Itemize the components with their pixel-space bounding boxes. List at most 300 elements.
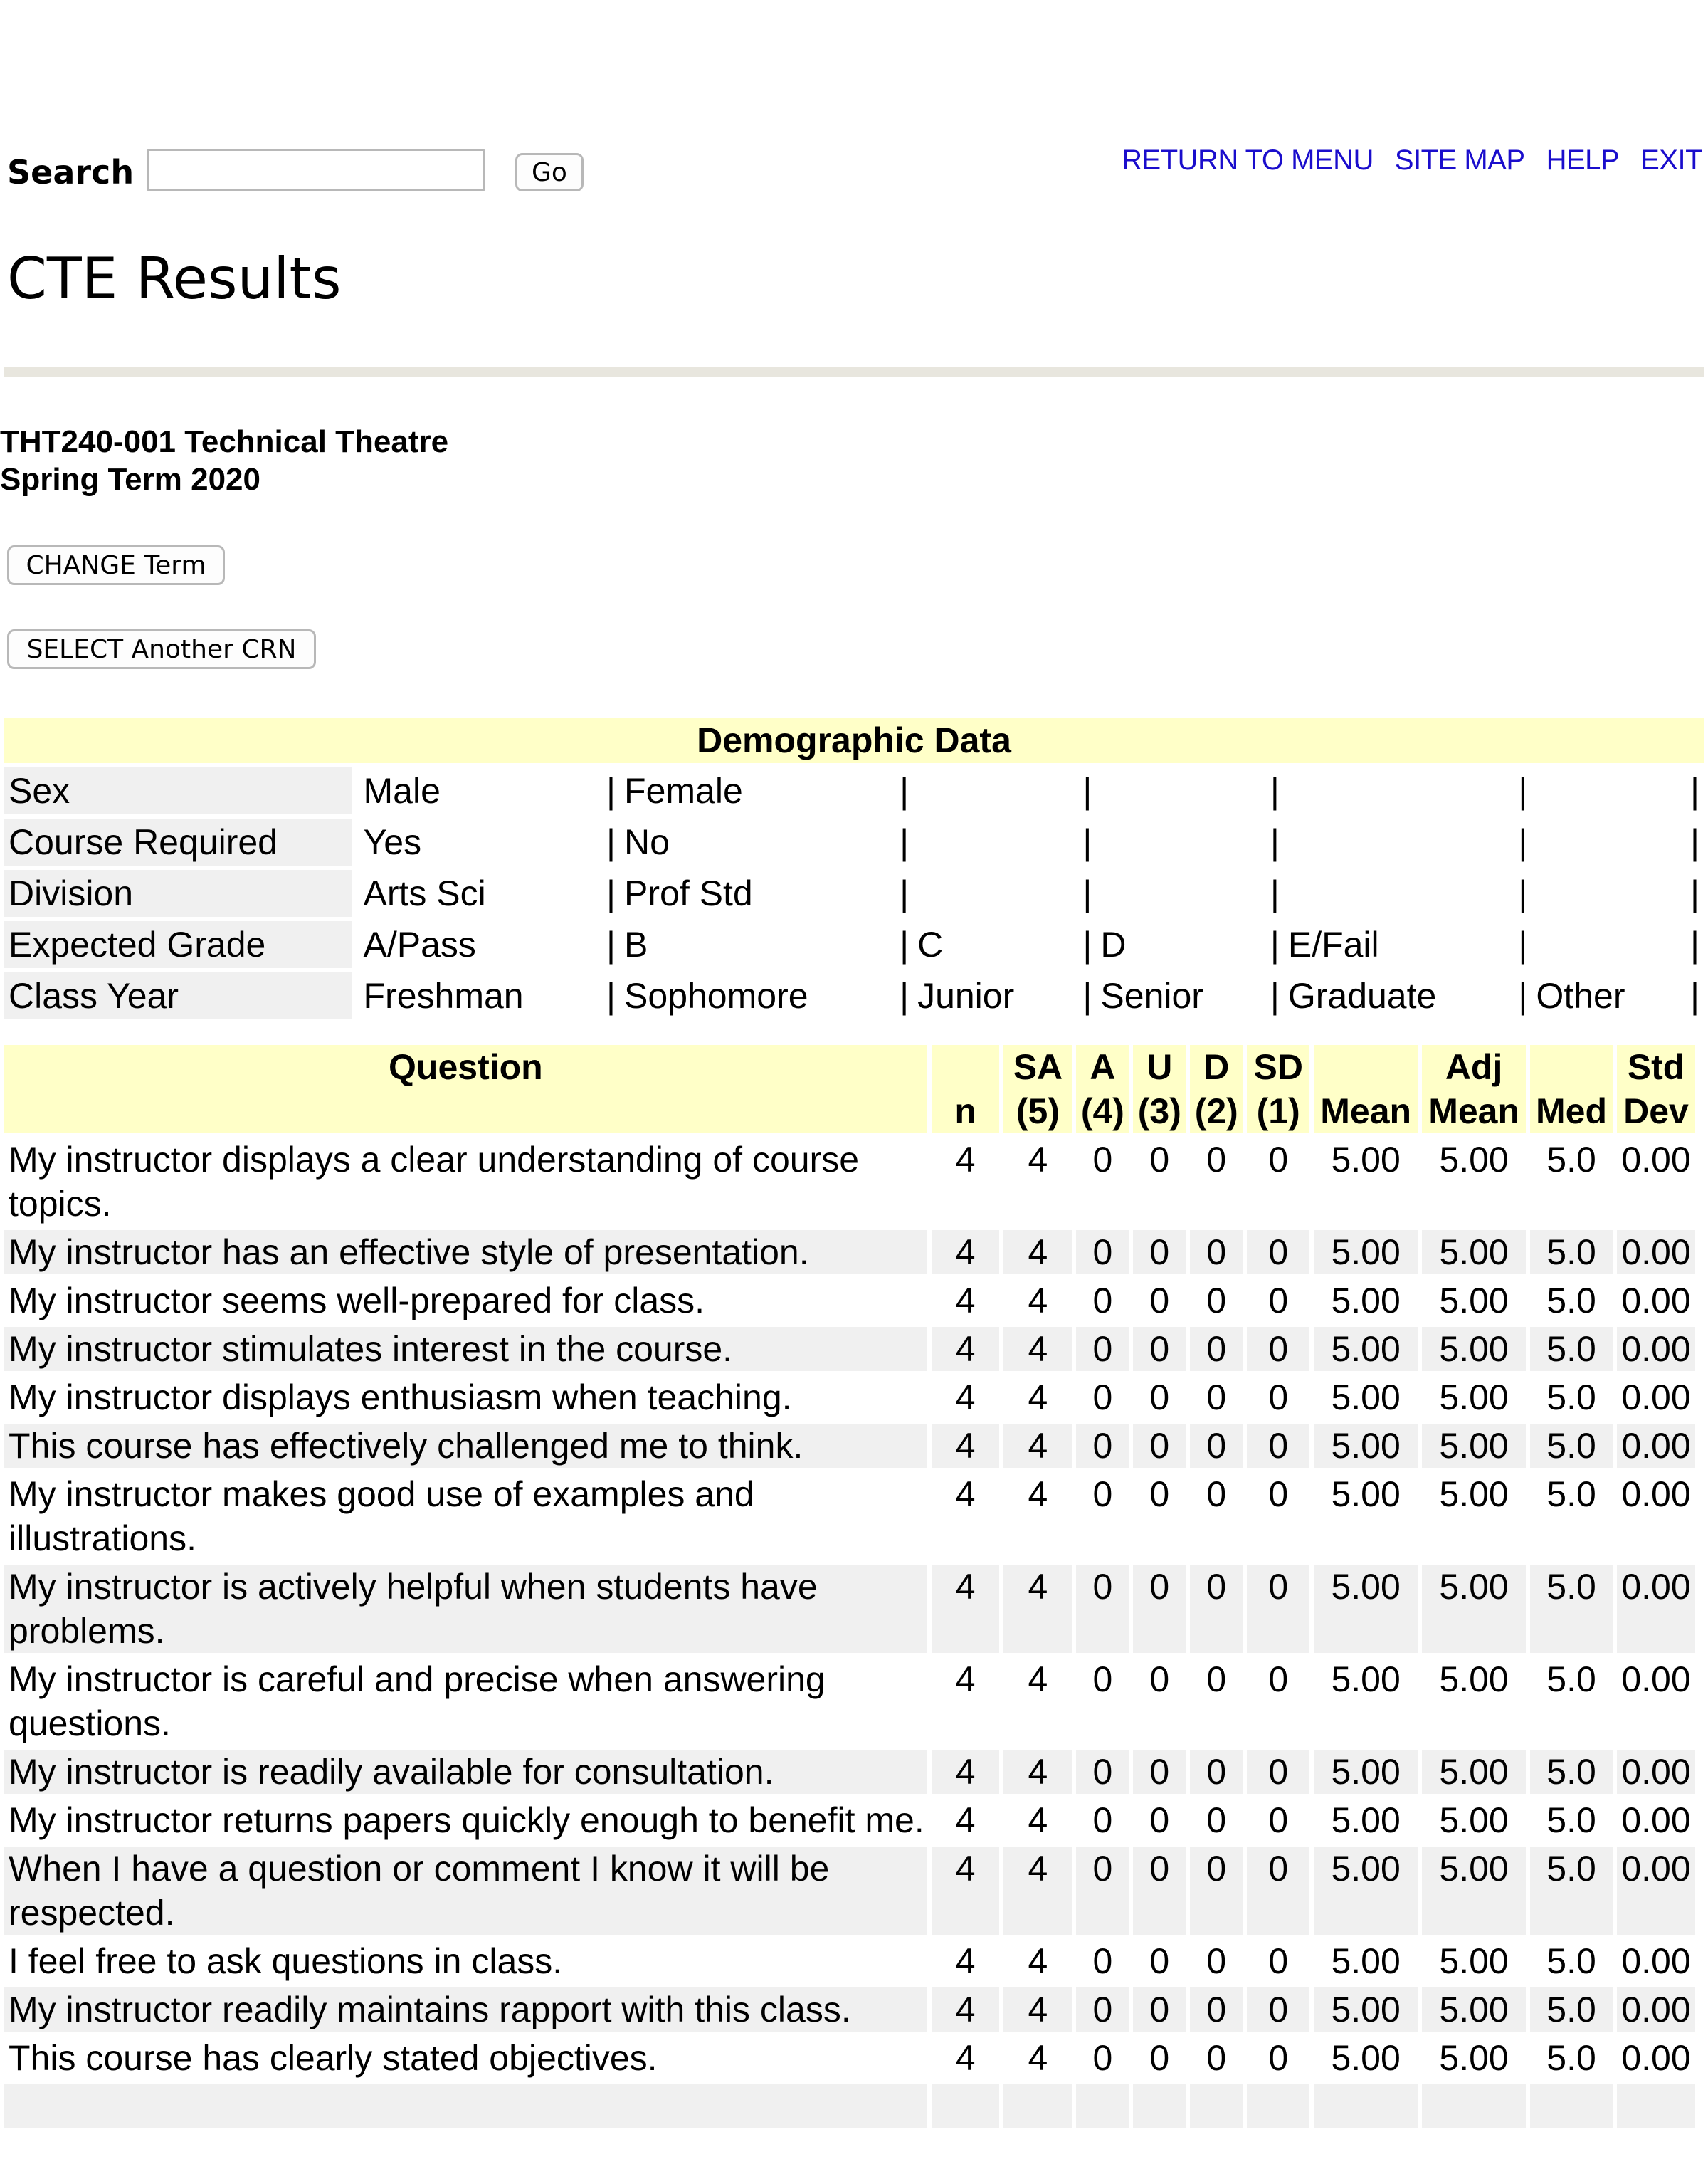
- column-header-line1: Adj: [1445, 1047, 1503, 1087]
- column-header-line2: (2): [1194, 1091, 1238, 1131]
- table-cell: 4: [1003, 1230, 1072, 1274]
- demographic-cell: [1532, 870, 1704, 917]
- table-cell: 5.0: [1546, 1941, 1596, 1981]
- table-cell: [1530, 2084, 1613, 2128]
- demographic-cell: [1096, 972, 1283, 1019]
- table-row: [4, 1565, 1695, 1653]
- table-cell: 5.0: [1530, 1750, 1613, 1794]
- column-header-line2: (3): [1137, 1091, 1181, 1131]
- demographic-label: Course Required: [4, 819, 352, 866]
- table-cell: 4: [932, 1424, 1000, 1468]
- column-header: [1314, 1045, 1418, 1133]
- table-cell: [932, 2084, 1000, 2128]
- demographic-value: No: [624, 822, 670, 862]
- column-separator: |: [900, 873, 910, 913]
- table-row: [4, 1138, 1695, 1226]
- table-cell: 5.0: [1546, 1140, 1596, 1180]
- demographic-cell: [620, 819, 913, 866]
- table-cell: 0: [1247, 1327, 1309, 1371]
- column-separator: |: [1270, 822, 1280, 862]
- demographic-value: A/Pass: [363, 925, 476, 965]
- table-row: [4, 1472, 1695, 1560]
- column-separator: |: [1518, 873, 1528, 913]
- table-cell: 5.00: [1314, 1424, 1418, 1468]
- table-cell: 5.00: [1314, 1847, 1418, 1935]
- table-cell: 4: [932, 1327, 1000, 1371]
- table-cell: 5.00: [1331, 1474, 1401, 1514]
- table-cell: 5.00: [1439, 1800, 1509, 1840]
- table-cell: 0: [1076, 1424, 1129, 1468]
- demographic-cell: [359, 819, 621, 866]
- table-cell: 0: [1133, 1565, 1186, 1653]
- demographic-value: Yes: [363, 822, 422, 862]
- question-text: My instructor is readily available for consultation.: [4, 1750, 927, 1794]
- demographic-row: [4, 921, 1704, 968]
- demographic-title: Demographic Data: [4, 718, 1704, 763]
- demographic-row: [4, 767, 1704, 814]
- column-header: [1133, 1045, 1186, 1133]
- table-row: [4, 1230, 1695, 1274]
- table-cell: 4: [1028, 1941, 1048, 1981]
- table-cell: 5.00: [1422, 1230, 1526, 1274]
- column-header: [1247, 1045, 1309, 1133]
- top-nav: [1122, 145, 1702, 177]
- demographic-cell: [620, 870, 913, 917]
- table-cell: [1617, 2084, 1695, 2128]
- table-cell: 4: [1003, 1987, 1072, 2032]
- table-cell: 0.00: [1621, 1474, 1691, 1514]
- table-cell: 4: [1003, 1327, 1072, 1371]
- table-row: [4, 1847, 1695, 1935]
- table-cell: 5.00: [1314, 1565, 1418, 1653]
- demographic-value: Male: [363, 771, 441, 811]
- column-separator: |: [900, 771, 910, 811]
- table-cell: 0.00: [1621, 1659, 1691, 1699]
- column-header: [1190, 1045, 1243, 1133]
- table-cell: 5.00: [1439, 1941, 1509, 1981]
- column-header: [1617, 1045, 1695, 1133]
- table-cell: 0.00: [1621, 1281, 1691, 1320]
- demographic-gap: [352, 819, 359, 866]
- table-row: [4, 1375, 1695, 1419]
- column-separator: |: [1270, 925, 1280, 965]
- demographic-label: Class Year: [4, 972, 352, 1019]
- question-text: My instructor readily maintains rapport with this class.: [4, 1987, 927, 2032]
- demographic-value: C: [917, 925, 944, 965]
- table-cell: 0: [1247, 1230, 1309, 1274]
- column-header-line2: n: [954, 1091, 976, 1131]
- table-cell: 4: [955, 1281, 976, 1320]
- table-cell: 0: [1149, 1474, 1170, 1514]
- table-cell: 5.00: [1439, 1474, 1509, 1514]
- help-link[interactable]: HELP: [1546, 145, 1620, 176]
- table-cell: 0: [1092, 1377, 1113, 1417]
- demographic-cell: [620, 921, 913, 968]
- table-cell: 4: [1028, 1474, 1048, 1514]
- column-separator: |: [1518, 976, 1528, 1016]
- column-separator: |: [1690, 925, 1699, 965]
- table-cell: 0: [1092, 1941, 1113, 1981]
- demographic-label: Expected Grade: [4, 921, 352, 968]
- table-cell: 4: [955, 2038, 976, 2078]
- demographic-value: Sophomore: [624, 976, 808, 1016]
- column-separator: |: [900, 976, 910, 1016]
- table-cell: [1190, 2084, 1243, 2128]
- table-cell: 0.00: [1617, 1750, 1695, 1794]
- demographic-value: Female: [624, 771, 743, 811]
- go-button[interactable]: Go: [515, 153, 584, 191]
- table-cell: [1422, 2084, 1526, 2128]
- column-header-line1: Std: [1627, 1047, 1685, 1087]
- table-cell: 5.00: [1331, 1140, 1401, 1180]
- column-header-line1: D: [1203, 1047, 1230, 1087]
- table-cell: 0: [1076, 1987, 1129, 2032]
- table-cell: 0.00: [1621, 1800, 1691, 1840]
- demographic-table: [4, 713, 1704, 1024]
- table-cell: 5.00: [1422, 1987, 1526, 2032]
- column-separator: |: [1690, 771, 1699, 811]
- demographic-row: [4, 972, 1704, 1019]
- table-cell: 5.00: [1439, 2038, 1509, 2078]
- question-text: This course has effectively challenged me to think.: [4, 1424, 927, 1468]
- column-header: [1003, 1045, 1072, 1133]
- demographic-cell: [1284, 767, 1532, 814]
- table-cell: 0: [1092, 1474, 1113, 1514]
- table-cell: 5.00: [1314, 1327, 1418, 1371]
- column-header-line2: [4, 1089, 927, 1133]
- demographic-cell: [1532, 767, 1704, 814]
- table-row: [4, 1798, 1695, 1842]
- column-separator: |: [1518, 822, 1528, 862]
- table-cell: 5.0: [1530, 1847, 1613, 1935]
- column-separator: |: [1270, 873, 1280, 913]
- demographic-value: Senior: [1100, 976, 1203, 1016]
- table-cell: 4: [955, 1800, 976, 1840]
- table-cell: 4: [1028, 1659, 1048, 1699]
- table-cell: 4: [955, 1941, 976, 1981]
- table-cell: 5.00: [1314, 1750, 1418, 1794]
- table-cell: 0: [1247, 1424, 1309, 1468]
- question-text: My instructor displays enthusiasm when teaching.: [9, 1377, 792, 1417]
- question-text: My instructor returns papers quickly enough to benefit me.: [9, 1800, 924, 1840]
- table-cell: 0: [1149, 1140, 1170, 1180]
- table-cell: 5.00: [1314, 1987, 1418, 2032]
- question-text: My instructor is actively helpful when students have problems.: [4, 1565, 927, 1653]
- exit-link[interactable]: EXIT: [1640, 145, 1702, 176]
- demographic-cell: [620, 767, 913, 814]
- demographic-gap: [352, 972, 359, 1019]
- column-separator: |: [1690, 873, 1699, 913]
- table-cell: [1133, 2084, 1186, 2128]
- table-cell: 0.00: [1617, 1327, 1695, 1371]
- demographic-value: D: [1100, 925, 1127, 965]
- table-cell: 0: [1133, 1750, 1186, 1794]
- question-text: My instructor makes good use of examples and illustrations.: [9, 1474, 754, 1558]
- page-title: CTE Results: [7, 246, 342, 312]
- table-cell: 5.00: [1439, 1377, 1509, 1417]
- table-cell: 5.00: [1439, 1281, 1509, 1320]
- demographic-cell: [359, 972, 621, 1019]
- demographic-value: Arts Sci: [363, 873, 486, 913]
- table-cell: 5.00: [1422, 1424, 1526, 1468]
- table-cell: 5.0: [1546, 2038, 1596, 2078]
- table-cell: 4: [955, 1474, 976, 1514]
- table-cell: 0: [1076, 1750, 1129, 1794]
- demographic-cell: [913, 819, 1096, 866]
- table-cell: 5.0: [1546, 1377, 1596, 1417]
- table-cell: 0: [1247, 1987, 1309, 2032]
- table-cell: 0: [1206, 1281, 1227, 1320]
- table-cell: 0: [1206, 2038, 1227, 2078]
- demographic-cell: [1284, 870, 1532, 917]
- table-cell: 0: [1133, 1327, 1186, 1371]
- table-cell: 5.00: [1331, 1659, 1401, 1699]
- column-header-line2: Dev: [1623, 1091, 1689, 1131]
- table-cell: 5.0: [1530, 1230, 1613, 1274]
- table-cell: 0: [1092, 1800, 1113, 1840]
- column-separator: |: [606, 925, 616, 965]
- column-separator: |: [900, 822, 910, 862]
- column-header-line1: [932, 1045, 1000, 1089]
- column-header: [1530, 1045, 1613, 1133]
- table-cell: 0: [1149, 2038, 1170, 2078]
- table-cell: 4: [1028, 2038, 1048, 2078]
- divider: [4, 367, 1704, 377]
- change-term-button[interactable]: CHANGE Term: [7, 545, 225, 585]
- demographic-cell: [913, 870, 1096, 917]
- column-header-line2: Mean: [1320, 1091, 1412, 1131]
- table-cell: 5.00: [1331, 1281, 1401, 1320]
- demographic-value: E/Fail: [1287, 925, 1379, 965]
- table-cell: 5.0: [1530, 1565, 1613, 1653]
- table-cell: 0: [1268, 1140, 1289, 1180]
- table-cell: 0.00: [1621, 1140, 1691, 1180]
- column-header: [1076, 1045, 1129, 1133]
- column-separator: |: [606, 976, 616, 1016]
- top-bar: [0, 146, 1708, 203]
- table-cell: 0.00: [1617, 1424, 1695, 1468]
- table-cell: 4: [1028, 1140, 1048, 1180]
- table-cell: 4: [932, 1230, 1000, 1274]
- table-row: [4, 2036, 1695, 2080]
- demographic-cell: [1532, 921, 1704, 968]
- demographic-cell: [913, 921, 1096, 968]
- column-header: [4, 1045, 927, 1133]
- column-header-line1: Question: [389, 1047, 543, 1087]
- demographic-cell: [1096, 870, 1283, 917]
- table-cell: 0: [1247, 1750, 1309, 1794]
- table-cell: 0: [1092, 1281, 1113, 1320]
- table-cell: 0: [1133, 1847, 1186, 1935]
- table-cell: 0: [1076, 1565, 1129, 1653]
- demographic-gap: [352, 767, 359, 814]
- demographic-label: Sex: [4, 767, 352, 814]
- table-cell: 0.00: [1621, 1941, 1691, 1981]
- table-cell: 0: [1149, 1281, 1170, 1320]
- demographic-value: Prof Std: [624, 873, 753, 913]
- table-cell: 0.00: [1617, 1847, 1695, 1935]
- column-header: [1422, 1045, 1526, 1133]
- table-cell: 0: [1206, 1941, 1227, 1981]
- table-cell: 4: [1003, 1847, 1072, 1935]
- column-header: [932, 1045, 1000, 1133]
- table-cell: 0: [1076, 1847, 1129, 1935]
- table-cell: 5.0: [1530, 1987, 1613, 2032]
- table-cell: 0: [1268, 1281, 1289, 1320]
- demographic-gap: [352, 870, 359, 917]
- table-cell: 0: [1092, 1140, 1113, 1180]
- demographic-cell: [1096, 921, 1283, 968]
- demographic-cell: [1532, 819, 1704, 866]
- table-cell: 5.0: [1546, 1659, 1596, 1699]
- table-cell: 5.00: [1314, 1230, 1418, 1274]
- column-separator: |: [1270, 976, 1280, 1016]
- table-cell: 0: [1268, 1474, 1289, 1514]
- table-cell: 5.00: [1422, 1327, 1526, 1371]
- table-cell: 0: [1190, 1987, 1243, 2032]
- table-row: [4, 2084, 1695, 2128]
- column-separator: |: [1082, 925, 1092, 965]
- select-crn-button[interactable]: SELECT Another CRN: [7, 629, 316, 669]
- column-header-line1: A: [1090, 1047, 1116, 1087]
- demographic-row: [4, 819, 1704, 866]
- table-cell: 0.00: [1617, 1987, 1695, 2032]
- demographic-label: Division: [4, 870, 352, 917]
- table-cell: 4: [1003, 1424, 1072, 1468]
- question-text: My instructor displays a clear understanding of course topics.: [9, 1140, 860, 1224]
- table-cell: 0: [1206, 1140, 1227, 1180]
- table-row: [4, 1278, 1695, 1323]
- table-cell: 5.0: [1530, 1424, 1613, 1468]
- demographic-value: Junior: [917, 976, 1015, 1016]
- column-separator: |: [1690, 822, 1699, 862]
- search-label: Search: [7, 153, 135, 191]
- table-row: [4, 1939, 1695, 1983]
- demographic-cell: [1532, 972, 1704, 1019]
- table-cell: 4: [932, 1847, 1000, 1935]
- table-cell: 0: [1190, 1230, 1243, 1274]
- column-separator: |: [1082, 976, 1092, 1016]
- table-cell: 5.00: [1331, 2038, 1401, 2078]
- column-separator: |: [1690, 976, 1699, 1016]
- table-cell: 4: [932, 1750, 1000, 1794]
- question-text: My instructor seems well-prepared for class.: [9, 1281, 705, 1320]
- column-header-line2: (5): [1016, 1091, 1060, 1131]
- demographic-cell: [1096, 819, 1283, 866]
- table-cell: 0: [1133, 1230, 1186, 1274]
- demographic-cell: [913, 972, 1096, 1019]
- table-cell: [1076, 2084, 1129, 2128]
- table-cell: 0: [1190, 1327, 1243, 1371]
- table-cell: 4: [1003, 1565, 1072, 1653]
- table-cell: 5.00: [1422, 1847, 1526, 1935]
- table-row: [4, 1327, 1695, 1371]
- question-text: [4, 2084, 927, 2128]
- table-cell: 5.0: [1546, 1281, 1596, 1320]
- course-term: Spring Term 2020: [0, 462, 260, 497]
- table-cell: 4: [955, 1140, 976, 1180]
- table-cell: 0: [1206, 1659, 1227, 1699]
- table-cell: 0: [1206, 1377, 1227, 1417]
- demographic-row: [4, 870, 1704, 917]
- table-cell: [1003, 2084, 1072, 2128]
- demographic-value: Other: [1536, 976, 1625, 1016]
- question-text: My instructor has an effective style of presentation.: [4, 1230, 927, 1274]
- table-cell: 0: [1268, 2038, 1289, 2078]
- demographic-cell: [1096, 767, 1283, 814]
- demographic-cell: [913, 767, 1096, 814]
- table-cell: 4: [1028, 1281, 1048, 1320]
- table-row: [4, 1987, 1695, 2032]
- column-header-line1: U: [1146, 1047, 1173, 1087]
- table-cell: 5.00: [1422, 1750, 1526, 1794]
- table-cell: 0.00: [1617, 1565, 1695, 1653]
- demographic-cell: [1284, 819, 1532, 866]
- column-separator: |: [606, 771, 616, 811]
- question-text: When I have a question or comment I know it will be respected.: [4, 1847, 927, 1935]
- table-cell: 4: [1028, 1377, 1048, 1417]
- return-to-menu-link[interactable]: RETURN TO MENU: [1122, 145, 1374, 176]
- table-cell: 0: [1190, 1847, 1243, 1935]
- demographic-gap: [352, 921, 359, 968]
- table-cell: 5.0: [1546, 1800, 1596, 1840]
- table-row: [4, 1424, 1695, 1468]
- table-cell: [1247, 2084, 1309, 2128]
- column-header-line1: SA: [1013, 1047, 1063, 1087]
- table-row: [4, 1657, 1695, 1745]
- table-cell: 5.00: [1331, 1800, 1401, 1840]
- table-cell: 0: [1268, 1377, 1289, 1417]
- column-header-line2: (4): [1080, 1091, 1124, 1131]
- table-cell: 5.00: [1439, 1140, 1509, 1180]
- table-cell: 4: [932, 1987, 1000, 2032]
- question-text: My instructor stimulates interest in the course.: [4, 1327, 927, 1371]
- table-cell: 0: [1190, 1565, 1243, 1653]
- table-cell: 0: [1268, 1941, 1289, 1981]
- column-separator: |: [900, 925, 910, 965]
- questions-table: [0, 1041, 1699, 2133]
- column-header-line1: [1314, 1045, 1418, 1089]
- question-text: This course has clearly stated objectives.: [9, 2038, 658, 2078]
- table-cell: 0: [1247, 1565, 1309, 1653]
- demographic-cell: [359, 767, 621, 814]
- table-cell: 4: [1003, 1750, 1072, 1794]
- demographic-cell: [1284, 972, 1532, 1019]
- column-separator: |: [606, 873, 616, 913]
- column-separator: |: [1518, 925, 1528, 965]
- table-cell: 0.00: [1617, 1230, 1695, 1274]
- table-cell: 5.0: [1546, 1474, 1596, 1514]
- table-cell: 4: [932, 1565, 1000, 1653]
- table-cell: 5.0: [1530, 1327, 1613, 1371]
- table-cell: 0: [1268, 1659, 1289, 1699]
- demographic-cell: [620, 972, 913, 1019]
- question-text: I feel free to ask questions in class.: [9, 1941, 563, 1981]
- table-cell: 0: [1206, 1474, 1227, 1514]
- column-header-line1: SD: [1253, 1047, 1303, 1087]
- demographic-cell: [359, 921, 621, 968]
- column-separator: |: [1082, 822, 1092, 862]
- demographic-value: Freshman: [363, 976, 524, 1016]
- demographic-cell: [1284, 921, 1532, 968]
- table-cell: 0: [1092, 1659, 1113, 1699]
- site-map-link[interactable]: SITE MAP: [1394, 145, 1525, 176]
- table-cell: 0: [1133, 1424, 1186, 1468]
- table-cell: 0: [1247, 1847, 1309, 1935]
- search-input[interactable]: [147, 149, 485, 191]
- table-cell: 5.00: [1439, 1659, 1509, 1699]
- table-cell: 0: [1076, 1327, 1129, 1371]
